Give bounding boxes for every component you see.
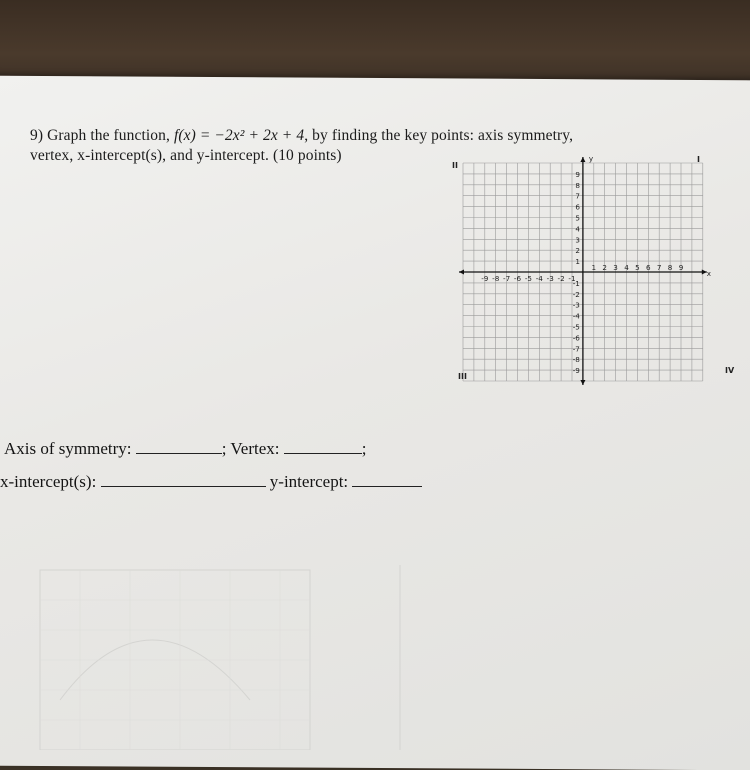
y-axis-label: y [588, 155, 594, 163]
y-intercept-label: y-intercept: [269, 472, 349, 491]
x-tick-label: -8 [492, 274, 500, 283]
y-tick-label: -6 [572, 333, 580, 343]
x-tick-label: -6 [513, 274, 522, 283]
y-tick-label: 7 [575, 191, 580, 201]
vertex-blank[interactable] [284, 453, 362, 454]
axis-of-symmetry-label: Axis of symmetry: [4, 439, 132, 458]
coordinate-grid[interactable] [452, 155, 745, 385]
y-tick-label: 5 [575, 213, 580, 223]
y-tick-label: -3 [572, 300, 580, 310]
x-tick-label: 6 [646, 263, 651, 272]
quadrant-3-label: III [458, 372, 467, 381]
y-tick-label: 3 [575, 235, 580, 245]
y-axis-arrow-down [580, 380, 585, 385]
vertex-label: ; Vertex: [221, 439, 280, 458]
answer-row-1 [4, 439, 367, 459]
y-tick-label: -5 [572, 322, 580, 332]
x-tick-label: -2 [557, 274, 565, 283]
x-tick-label: 1 [591, 263, 597, 272]
question-suffix: , by finding the key points: axis symmetry, [304, 127, 574, 144]
y-tick-label: 4 [575, 224, 580, 234]
y-tick-label: 8 [575, 180, 580, 190]
quadrant-4-label: IV [725, 366, 735, 375]
y-tick-label: 1 [575, 257, 580, 267]
quadrant-2-label: II [452, 161, 458, 170]
x-tick-label: -4 [535, 274, 543, 283]
x-tick-label: 3 [613, 263, 618, 272]
x-tick-label: 5 [635, 263, 640, 272]
x-intercepts-label: x-intercept(s): [0, 472, 97, 491]
x-tick-label: 2 [602, 263, 607, 272]
x-tick-label: 8 [667, 263, 673, 272]
y-tick-label: 9 [575, 169, 580, 179]
axis-of-symmetry-blank[interactable] [136, 453, 222, 454]
answer-row-2 [0, 472, 422, 492]
question-line-2: vertex, x-intercept(s), and y-intercept. (10 points) [30, 147, 342, 164]
x-tick-label: -3 [546, 274, 554, 283]
x-tick-label: 9 [678, 263, 684, 272]
question-number: 9) [30, 127, 44, 144]
x-tick-label: -1 [568, 274, 576, 283]
x-intercepts-blank[interactable] [101, 486, 266, 487]
grid-svg [455, 155, 745, 385]
x-tick-label: 7 [656, 263, 662, 272]
y-tick-label: -8 [572, 355, 580, 365]
y-tick-label: 2 [575, 246, 580, 256]
y-tick-label: -2 [572, 289, 580, 299]
question-line-1 [30, 127, 573, 145]
function-expression: f(x) = −2x² + 2x + 4 [173, 127, 305, 144]
x-tick-label: 4 [624, 263, 629, 272]
x-tick-label: -9 [481, 274, 489, 283]
y-tick-label: -1 [572, 278, 580, 288]
y-intercept-blank[interactable] [352, 486, 422, 487]
x-tick-label: -5 [524, 274, 532, 283]
y-tick-label: -4 [572, 311, 580, 321]
y-axis-arrow-up [580, 157, 585, 162]
vertex-end: ; [361, 439, 367, 458]
x-axis-label: x [706, 269, 712, 278]
x-tick-label: -7 [503, 274, 511, 283]
quadrant-1-label: I [697, 155, 700, 164]
question-prefix: Graph the function, [47, 127, 174, 144]
x-axis-arrow-left [459, 270, 464, 275]
y-tick-label: -9 [572, 366, 580, 376]
y-tick-label: 6 [575, 202, 580, 212]
y-tick-label: -7 [572, 344, 580, 354]
